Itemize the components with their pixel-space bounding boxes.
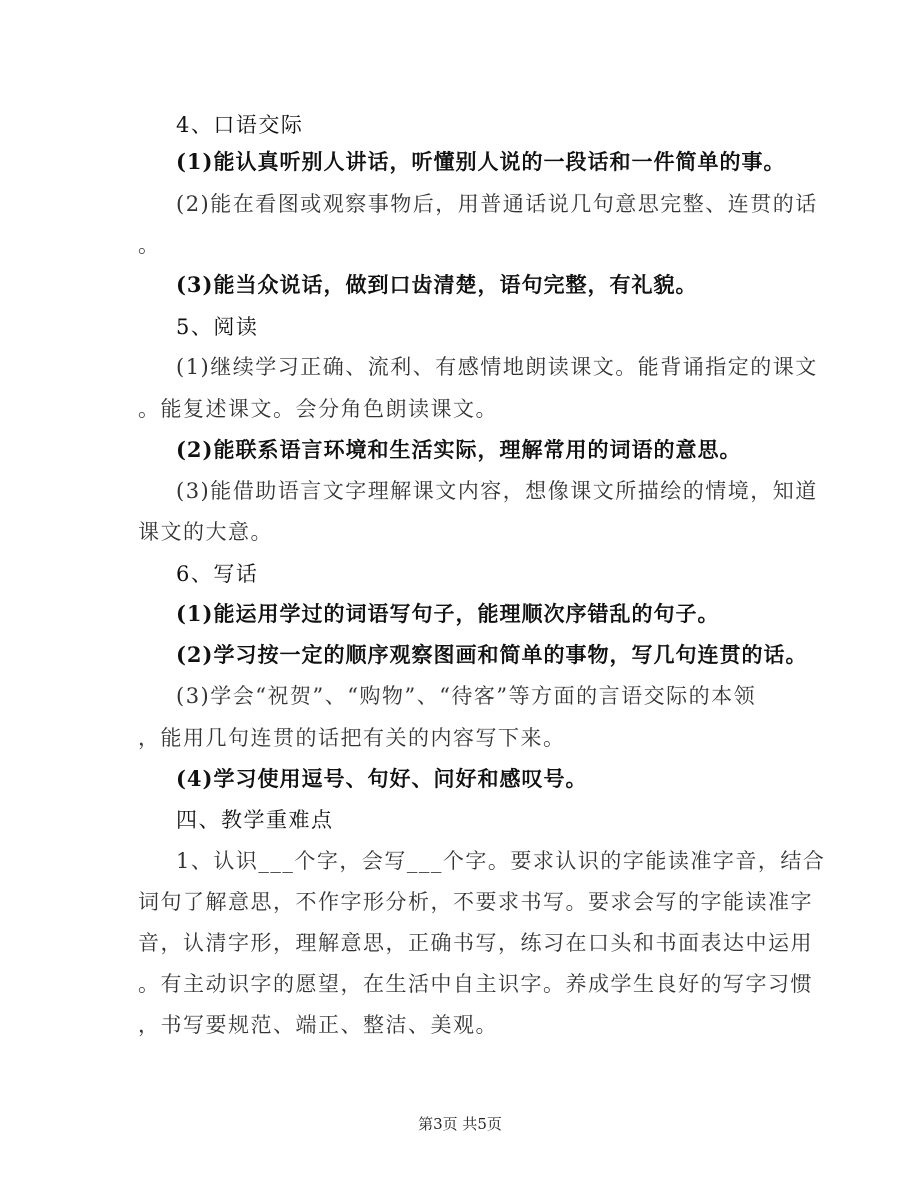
reading-item-1-line-1: (1)继续学习正确、流利、有感情地朗读课文。能背诵指定的课文 [176, 355, 818, 379]
heading-oral-communication: 4、口语交际 [176, 113, 304, 137]
reading-item-1-line-2: 。能复述课文。会分角色朗读课文。 [138, 397, 498, 421]
heading-writing: 6、写话 [176, 562, 259, 586]
oral-item-1: (1)能认真听别人讲话，听懂别人说的一段话和一件简单的事。 [176, 149, 786, 174]
oral-item-3: (3)能当众说话，做到口齿清楚，语句完整，有礼貌。 [176, 272, 698, 297]
focus-item-1-line-1: 1、认识___个字，会写___个字。要求认识的字能读准字音，结合 [176, 849, 826, 873]
focus-item-1-line-4: 。有主动识字的愿望，在生活中自主识字。养成学生良好的写字习惯 [138, 972, 813, 996]
oral-item-2-line-1: (2)能在看图或观察事物后，用普通话说几句意思完整、连贯的话 [176, 192, 818, 216]
heading-reading: 5、阅读 [176, 315, 259, 339]
writing-item-3-line-2: ，能用几句连贯的话把有关的内容写下来。 [138, 726, 566, 750]
writing-item-4: (4)学习使用逗号、句好、问好和感叹号。 [176, 766, 588, 791]
focus-item-1-line-2: 词句了解意思，不作字形分析，不要求书写。要求会写的字能读准字 [138, 890, 813, 914]
focus-item-1-line-5: ，书写要规范、端正、整洁、美观。 [138, 1013, 498, 1037]
writing-item-1: (1)能运用学过的词语写句子，能理顺次序错乱的句子。 [176, 601, 720, 626]
reading-item-2: (2)能联系语言环境和生活实际，理解常用的词语的意思。 [176, 437, 742, 462]
page-number-footer: 第3页 共5页 [418, 1115, 502, 1133]
reading-item-3-line-2: 课文的大意。 [138, 520, 273, 544]
writing-item-2: (2)学习按一定的顺序观察图画和简单的事物，写几句连贯的话。 [176, 642, 808, 667]
focus-item-1-line-3: 音，认清字形，理解意思，正确书写，练习在口头和书面表达中运用 [138, 931, 813, 955]
oral-item-2-line-2: 。 [138, 233, 161, 257]
heading-teaching-focus: 四、教学重难点 [176, 808, 334, 832]
reading-item-3-line-1: (3)能借助语言文字理解课文内容，想像课文所描绘的情境，知道 [176, 479, 818, 503]
writing-item-3-line-1: (3)学会“祝贺”、“购物”、“待客”等方面的言语交际的本领 [176, 684, 757, 708]
